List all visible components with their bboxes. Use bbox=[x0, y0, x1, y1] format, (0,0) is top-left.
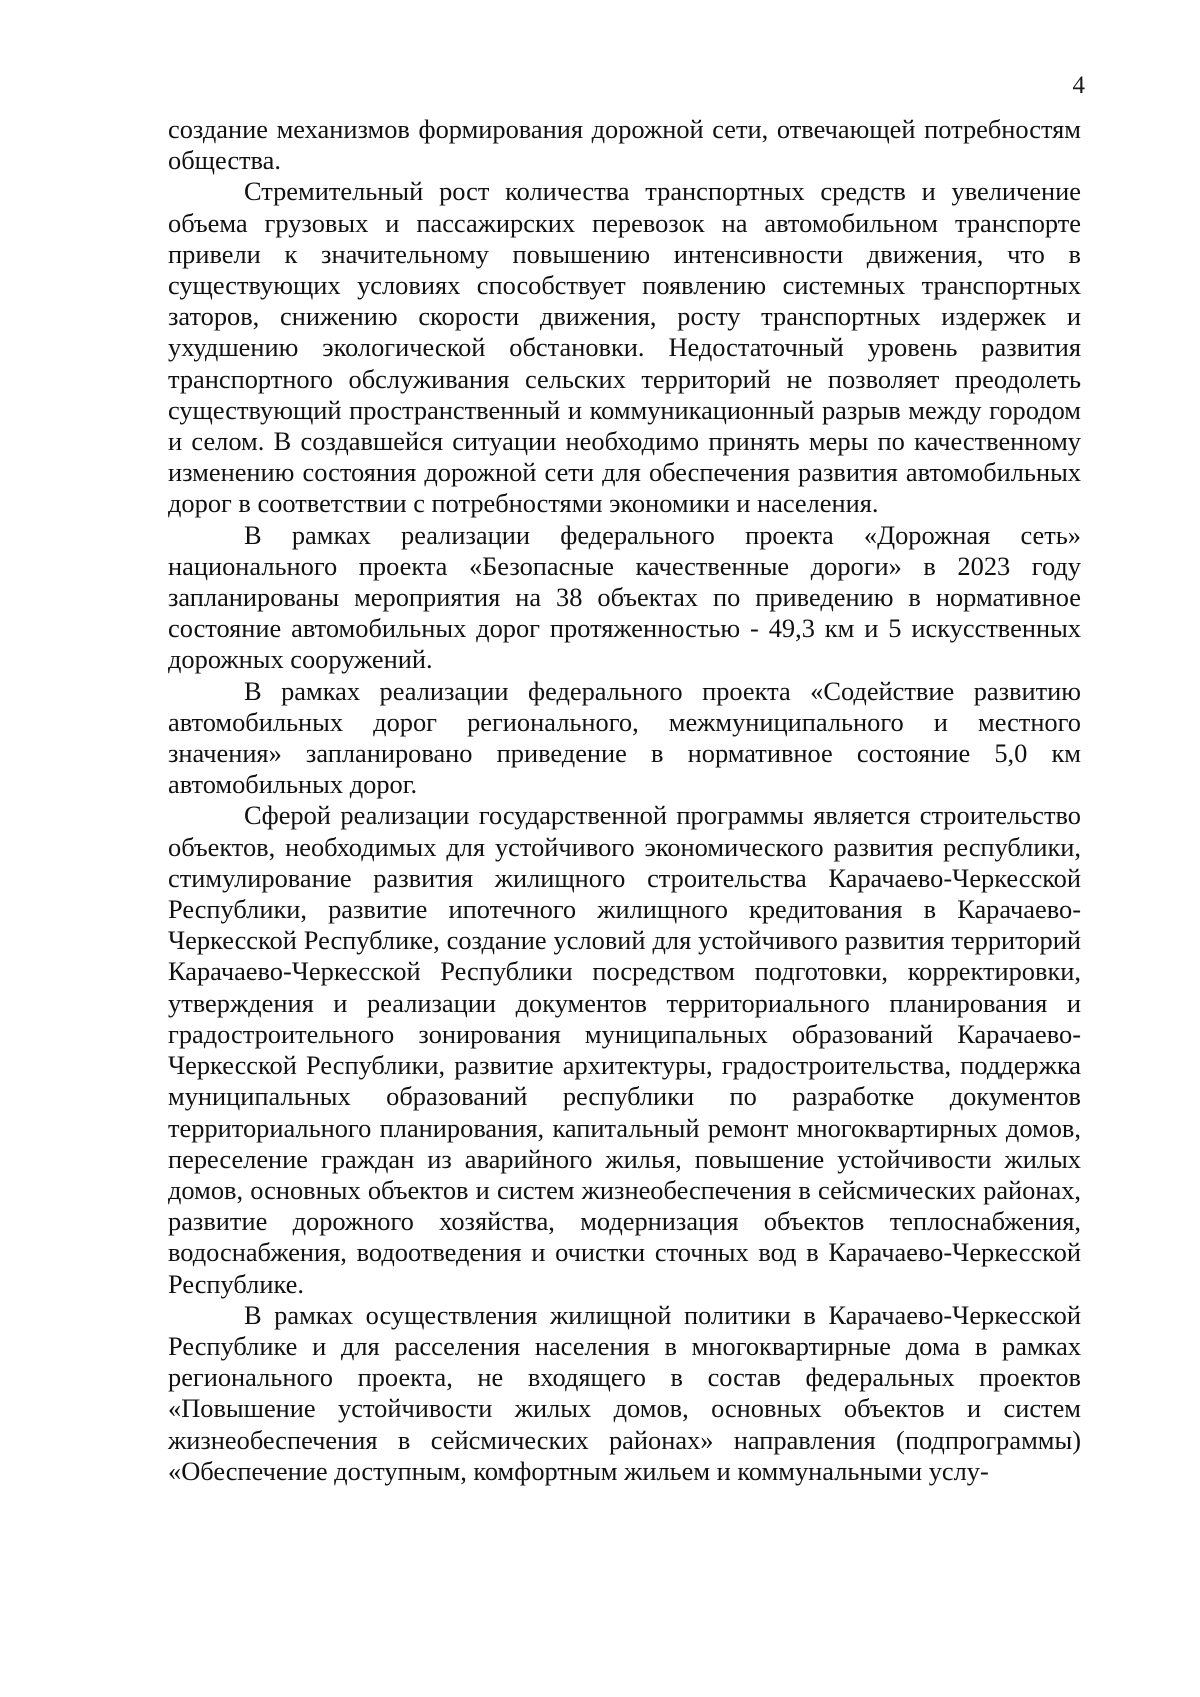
page-number: 4 bbox=[1072, 72, 1085, 99]
paragraph-housing-policy: В рамках осуществления жилищной политики в Карачаево-Черкесской Республике и для расселения населения в многоквартирные дома в рамках регионального проекта, не входящего в состав федеральных проектов «Повышение устойчивости жилых домов, основных объектов и систем жизнеобеспечения в сейсмических районах» направления (подпрограммы) «Обеспечение доступным, комфортным жильем и коммунальными услу- bbox=[168, 1299, 1081, 1486]
paragraph-transport-growth: Стремительный рост количества транспортных средств и увеличение объема грузовых и пассажирских перевозок на автомобильном транспорте привели к значительному повышению интенсивности движения, что в существующих условиях способствует появлению системных транспортных заторов, снижению скорости движения, росту транспортных издержек и ухудшению экологической обстановки. Недостаточный уровень развития транспортного обслуживания сельских территорий не позволяет преодолеть существующий пространственный и коммуникационный разрыв между городом и селом. В создавшейся ситуации необходимо принять меры по качественному изменению состояния дорожной сети для обеспечения развития автомобильных дорог в соответствии с потребностями экономики и населения. bbox=[168, 176, 1081, 519]
document-body bbox=[168, 114, 1081, 1487]
paragraph-road-network-project: В рамках реализации федерального проекта «Дорожная сеть» национального проекта «Безопасные качественные дороги» в 2023 году запланированы мероприятия на 38 объектах по приведению в нормативное состояние автомобильных дорог протяженностью - 49,3 км и 5 искусственных дорожных сооружений. bbox=[168, 519, 1081, 675]
paragraph-road-development-project: В рамках реализации федерального проекта «Содействие развитию автомобильных дорог регионального, межмуниципального и местного значения» запланировано приведение в нормативное состояние 5,0 км автомобильных дорог. bbox=[168, 675, 1081, 800]
paragraph-program-scope: Сферой реализации государственной программы является строительство объектов, необходимых для устойчивого экономического развития республики, стимулирование развития жилищного строительства Карачаево-Черкесской Республики, развитие ипотечного жилищного кредитования в Карачаево-Черкесской Республике, создание условий для устойчивого развития территорий Карачаево-Черкесской Республики посредством подготовки, корректировки, утверждения и реализации документов территориального планирования и градостроительного зонирования муниципальных образований Карачаево-Черкесской Республики, развитие архитектуры, градостроительства, поддержка муниципальных образований республики по разработке документов территориального планирования, капитальный ремонт многоквартирных домов, переселение граждан из аварийного жилья, повышение устойчивости жилых домов, основных объектов и систем жизнеобеспечения в сейсмических районах, развитие дорожного хозяйства, модернизация объектов теплоснабжения, водоснабжения, водоотведения и очистки сточных вод в Карачаево-Черкесской Республике. bbox=[168, 800, 1081, 1299]
paragraph-continuation: создание механизмов формирования дорожной сети, отвечающей потребностям общества. bbox=[168, 114, 1081, 176]
